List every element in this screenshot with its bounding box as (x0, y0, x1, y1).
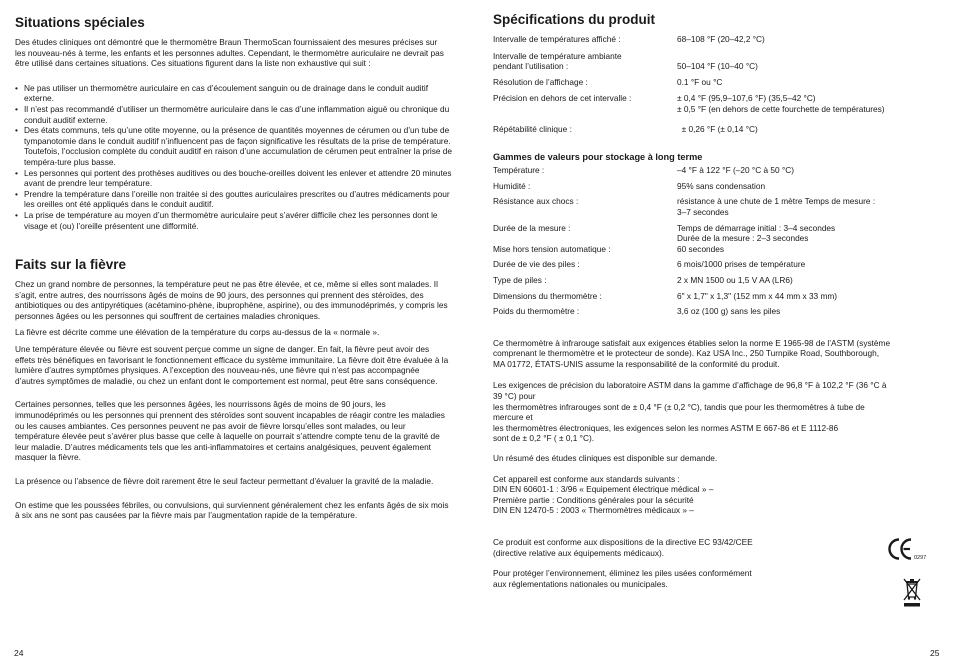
storage-row (493, 223, 954, 244)
storage-row (493, 181, 954, 192)
spec-label: Intervalle de températures affiché : (493, 34, 621, 44)
situations-intro: Des études cliniques ont démontré que le thermomètre Braun ThermoScan fournissaient des mesures précises sur les nouveau-nés à terme, les enfants et les personnes adultes. Cependant, le thermomètre auriculaire ne devrait pas être utilisé dans certaines situations. Ces situations figurent dans la liste non exhaustive qui suit : (15, 37, 444, 69)
spec-value: ± 0,26 °F (± 0,14 °C) (677, 123, 758, 134)
storage-label: Type de piles : (493, 274, 547, 285)
storage-row (493, 275, 954, 286)
storage-row (493, 291, 954, 302)
directive-paragraph: Ce produit est conforme aux dispositions de la directive EC 93/42/CEE (directive relative aux équipements médicaux). (493, 537, 753, 558)
spec-value: 0.1 °F ou °C (677, 76, 723, 87)
ce-mark-svg (885, 536, 931, 562)
fievre-paragraph: Une température élevée ou fièvre est souvent perçue comme un signe de danger. En fait, la fièvre peut avoir des effets très bénéfiques en favorisant le fonctionnement efficace du système immunitaire. La fièvre doit être évaluée à la lumière d’autres symptômes physiques. A l’exception des nouveau-nés, une fièvre qui n’est pas accompagnée d’autres symptômes de maladie, ou chez un enfant dont le comportement est normal, peut être sans conséquence. (15, 344, 449, 386)
page-number: 25 (930, 648, 940, 658)
storage-value: –4 °F à 122 °F (–20 °C à 50 °C) (677, 165, 795, 176)
storage-title: Gammes de valeurs pour stockage à long terme (493, 152, 703, 163)
storage-label: Dimensions du thermomètre : (493, 290, 602, 301)
list-item: • Les personnes qui portent des prothèses auditives ou des bouche-oreilles doivent les enlever et attendre 20 minutes avant de prendre leur température. (15, 168, 455, 189)
spec-label: Intervalle de température ambiante pendant l’utilisation : (493, 50, 622, 72)
storage-row (493, 259, 954, 270)
fievre-paragraph: On estime que les poussées fébriles, ou convulsions, qui surviennent généralement chez les enfants âgés de six mois à six ans ne sont pas causées par la fièvre mais par l’augmentation rapide de la température. (15, 499, 449, 521)
specs-title: Spécifications du produit (493, 12, 656, 27)
spec-label: Répétabilité clinique : (493, 123, 572, 134)
storage-label: Durée de la mesure : (493, 222, 571, 233)
storage-table (493, 165, 954, 317)
spec-row (493, 51, 954, 72)
situations-list (15, 83, 455, 231)
storage-label: Mise hors tension automatique : (493, 243, 611, 254)
right-page (477, 0, 954, 671)
spec-row (493, 93, 954, 114)
spec-value: 50–104 °F (10–40 °C) (677, 61, 758, 72)
spec-row (493, 77, 954, 88)
storage-label: Résistance aux chocs : (493, 196, 579, 207)
bin-svg (901, 576, 923, 608)
astm-paragraph: Ce thermomètre à infrarouge satisfait aux exigences établies selon la norme E 1965-98 de l’ASTM (système comprenant le thermomètre et le protecteur de sonde). Kaz USA Inc., 250 Turnpike Road, Southborough, MA 01772, ÉTATS-UNIS assume la responsabilité de la conformité du produit. (493, 337, 891, 369)
storage-label: Humidité : (493, 180, 531, 191)
storage-value: 60 secondes (677, 243, 725, 254)
storage-value: résistance à une chute de 1 mètre Temps de mesure : 3–7 secondes (677, 196, 876, 217)
storage-label: Durée de vie des piles : (493, 259, 580, 270)
storage-row (493, 196, 954, 217)
fievre-title: Faits sur la fièvre (15, 257, 127, 273)
storage-value: 2 x MN 1500 ou 1,5 V AA (LR6) (677, 274, 793, 285)
fievre-paragraph: La présence ou l’absence de fièvre doit rarement être le seul facteur permettant d’évaluer la gravité de la maladie. (15, 476, 434, 486)
storage-row (493, 306, 954, 317)
spec-label: Résolution de l’affichage : (493, 76, 588, 87)
ce-mark-icon (885, 536, 931, 562)
summary-paragraph: Un résumé des études cliniques est disponible sur demande. (493, 453, 718, 464)
spec-value: 68–108 °F (20–42,2 °C) (677, 34, 765, 44)
list-item: • Ne pas utiliser un thermomètre auriculaire en cas d’écoulement sanguin ou de drainage dans le conduit auditif externe. (15, 83, 455, 104)
situations-title: Situations spéciales (15, 15, 145, 30)
fievre-paragraph: Certaines personnes, telles que les personnes âgées, les nourrissons âgés de moins de 90 jours, les immunodéprimés ou les personnes qui prennent des stéroïdes sont souvent incapables de réagir contre les maladies ou les causes ambiantes. Ces personnes peuvent ne pas avoir de fièvre lorsqu’elles sont malades, ou leur température élevée peut s’avérer plus basse que celle à laquelle on pourrait s’attendre compte tenu de la gravité de leur maladie. D’autres médicaments tels que les anti-inflammatoires et certains analgésiques, peuvent également masquer la fièvre. (15, 399, 445, 463)
storage-label: Poids du thermomètre : (493, 306, 580, 317)
ce-number: 0297 (914, 555, 927, 561)
spec-row (493, 124, 954, 135)
fievre-paragraph: Chez un grand nombre de personnes, la température peut ne pas être élevée, et ce, même si elles sont malades. Il s’agit, entre autres, des nourrissons âgés de moins de 90 jours, des personnes qui prennent des stéroïdes, des antibiotiques ou des antipyrétiques (acétamino-phène, ibuprophène, aspirine), ou des immunodéprimés, y compris les personnes âgées ou les personnes qui souffrent de certaines maladies chroniques. (15, 279, 448, 321)
spec-row (493, 34, 954, 45)
list-item: • La prise de température au moyen d’un thermomètre auriculaire peut s’avérer difficile chez les personnes dont le visage et (ou) l’oreille présentent une difformité. (15, 210, 455, 231)
storage-value: 95% sans condensation (677, 180, 766, 191)
storage-value: Temps de démarrage initial : 3–4 secondes Durée de la mesure : 2–3 secondes (677, 222, 836, 244)
list-item: • Prendre la température dans l’oreille non traitée si des gouttes auriculaires prescrites ou d’autres médicaments pour les oreilles ont été appliqués dans le conduit auditif. (15, 189, 455, 210)
accuracy-paragraph: Les exigences de précision du laboratoire ASTM dans la gamme d’affichage de 96,8 °F à 102,2 °F (36 °C à 39 °C) pour les thermomètres infrarouges sont de ± 0,4 °F (± 0,2 °C), tandis que pour les thermomètres à tube de mercure et les thermomètres électroniques, les exigences selon les normes ASTM E 667-86 et E 1112-86 sont de ± 0,2 °F ( ± 0,1 °C). (493, 380, 887, 444)
storage-label: Température : (493, 165, 545, 176)
page-number: 24 (14, 648, 24, 658)
specs-table (493, 34, 954, 134)
environment-paragraph: Pour protéger l’environnement, éliminez les piles usées conformément aux réglementations nationales ou municipales. (493, 568, 752, 589)
storage-row (493, 244, 954, 255)
list-item: • Il n’est pas recommandé d’utiliser un thermomètre auriculaire dans le cas d’une inflammation aiguë ou chronique du conduit auditif externe. (15, 104, 455, 125)
storage-value: 6 mois/1000 prises de température (677, 259, 806, 270)
storage-value: 6" x 1,7" x 1,3" (152 mm x 44 mm x 33 mm) (677, 290, 838, 301)
spec-value: ± 0,4 °F (95,9–107,6 °F) (35,5–42 °C) ± 0,5 °F (en dehors de cette fourchette de températures) (677, 93, 885, 114)
spec-label: Précision en dehors de cet intervalle : (493, 93, 632, 104)
fievre-paragraph: La fièvre est décrite comme une élévation de la température du corps au-dessus de la « normale ». (15, 327, 380, 338)
standards-paragraph: Cet appareil est conforme aux standards suivants : DIN EN 60601-1 : 3/96 « Equipement électrique médical » – Première partie : Conditions générales pour la sécurité DIN EN 12470-5 : 2003 « Thermomètres médicaux » – (493, 473, 714, 516)
storage-row (493, 165, 954, 176)
list-item: • Des états communs, tels qu’une otite moyenne, ou la présence de quantités moyennes de cérumen ou d’un tube de tympanotomie dans le conduit auditif n’influencent pas de façon significative les résultats de la prise de température. Toutefois, l’occlusion complète du conduit auditif en raison d’une accumulation de cérumen peut entraîner la prise de tempéra-ture plus basse. (15, 125, 455, 167)
crossed-out-bin-icon (901, 576, 923, 608)
storage-value: 3,6 oz (100 g) sans les piles (677, 306, 781, 317)
